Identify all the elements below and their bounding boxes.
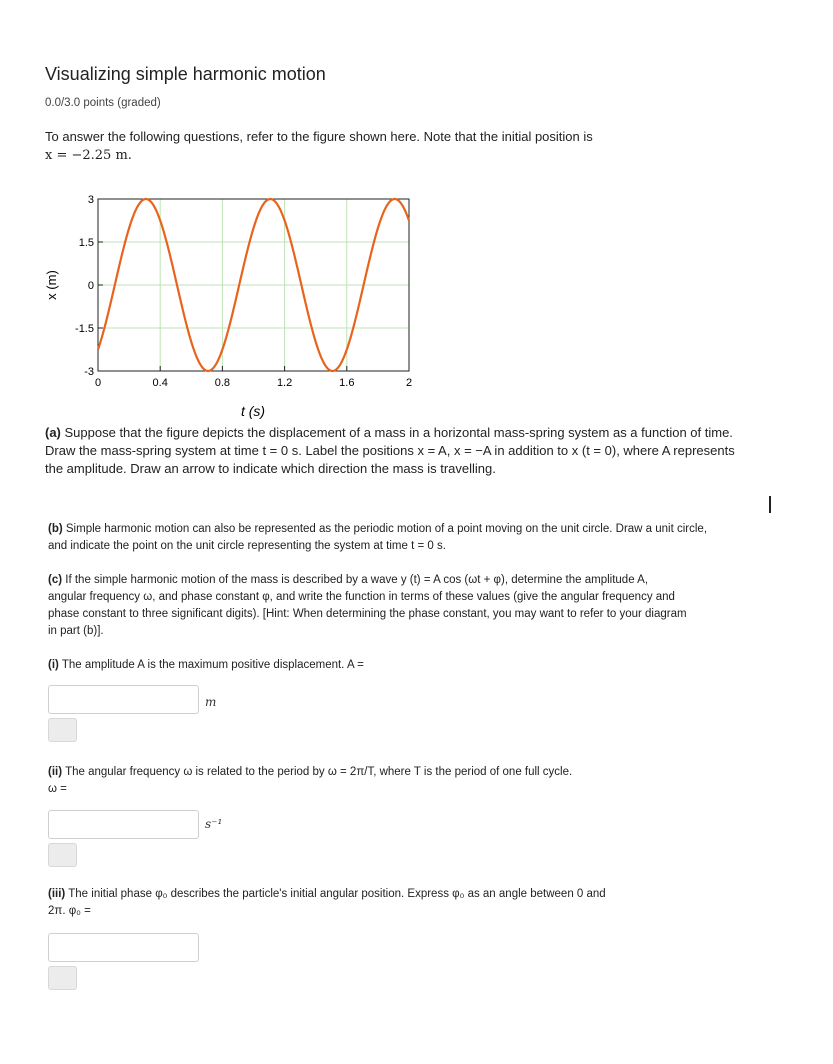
text-cursor [769,496,771,513]
page-title: Visualizing simple harmonic motion [45,64,326,84]
x-tick-label: 0 [94,377,102,389]
question-iii-prompt: 2π. φ₀ = [48,905,91,917]
part-b-text: Simple harmonic motion can also be represented as the periodic motion of a point moving on the unit circle. Draw a unit circle, and indicate the point on the unit circle representing the system at time t = 0 s. [48,523,708,552]
y-tick-label: -1.5 [75,323,94,335]
initial-phase-input[interactable] [48,933,199,962]
x-tick-label: 0.8 [214,377,231,389]
y-axis-label: x (m) [44,270,59,300]
intro-initial-position: x = −2.25 m. [45,148,132,163]
x-tick-label: 1.6 [339,377,355,389]
question-i-text: The amplitude A is the maximum positive displacement. A = [61,659,364,671]
part-b-label: (b) [48,523,63,535]
intro-text [45,128,765,165]
question-ii [48,764,768,798]
angular-frequency-unit: s⁻¹ [205,817,223,831]
question-iii-text: The initial phase φ₀ describes the particle's initial angular position. Express φ₀ as an angle between 0 and [68,888,606,900]
intro-sentence: To answer the following questions, refer to the figure shown here. Note that the initial position is [45,129,593,144]
question-iii [48,886,768,920]
part-c [48,572,688,640]
y-tick-label: -3 [84,366,94,378]
amplitude-input[interactable] [48,685,199,714]
question-ii-label: (ii) [48,766,63,778]
x-tick-label: 2 [405,377,413,389]
y-tick-label: 3 [87,194,94,206]
part-c-label: (c) [48,574,63,586]
question-ii-text: The angular frequency ω is related to the period by ω = 2π/T, where T is the period of one full cycle. [65,766,573,778]
x-axis-label: t (s) [240,403,266,419]
amplitude-submit-button[interactable] [48,718,77,742]
angular-frequency-submit-button[interactable] [48,843,77,867]
part-a-text: Suppose that the figure depicts the displacement of a mass in a horizontal mass-spring system as a function of time. Draw the mass-spring system at time t = 0 s. Label the positions x = A, x = −A in addition to x (t = 0), where A represents the amplitude. Draw an arrow to indicate which direction the mass is travelling. [45,425,735,476]
part-a-label: (a) [45,425,61,440]
displacement-chart [40,180,420,425]
part-a [45,424,745,478]
amplitude-unit: m [205,695,217,709]
question-i [48,657,748,674]
x-tick-label: 0.4 [152,377,168,389]
question-iii-label: (iii) [48,888,66,900]
part-b [48,521,708,555]
question-ii-prompt: ω = [48,783,67,795]
angular-frequency-input[interactable] [48,810,199,839]
initial-phase-submit-button[interactable] [48,966,77,990]
points-status: 0.0/3.0 points (graded) [45,97,161,109]
question-i-label: (i) [48,659,59,671]
x-tick-label: 1.2 [276,377,293,389]
y-tick-label: 0 [87,280,94,292]
y-tick-label: 1.5 [78,237,94,249]
part-c-text: If the simple harmonic motion of the mass is described by a wave y (t) = A cos (ωt + φ), determine the amplitude A, angular frequency ω, and phase constant φ, and write the function in terms of these values (give the angular frequency and phase constant to three significant digits). [Hint: When determining the phase constant, you may want to refer to your diagram in part (b)]. [48,574,687,637]
